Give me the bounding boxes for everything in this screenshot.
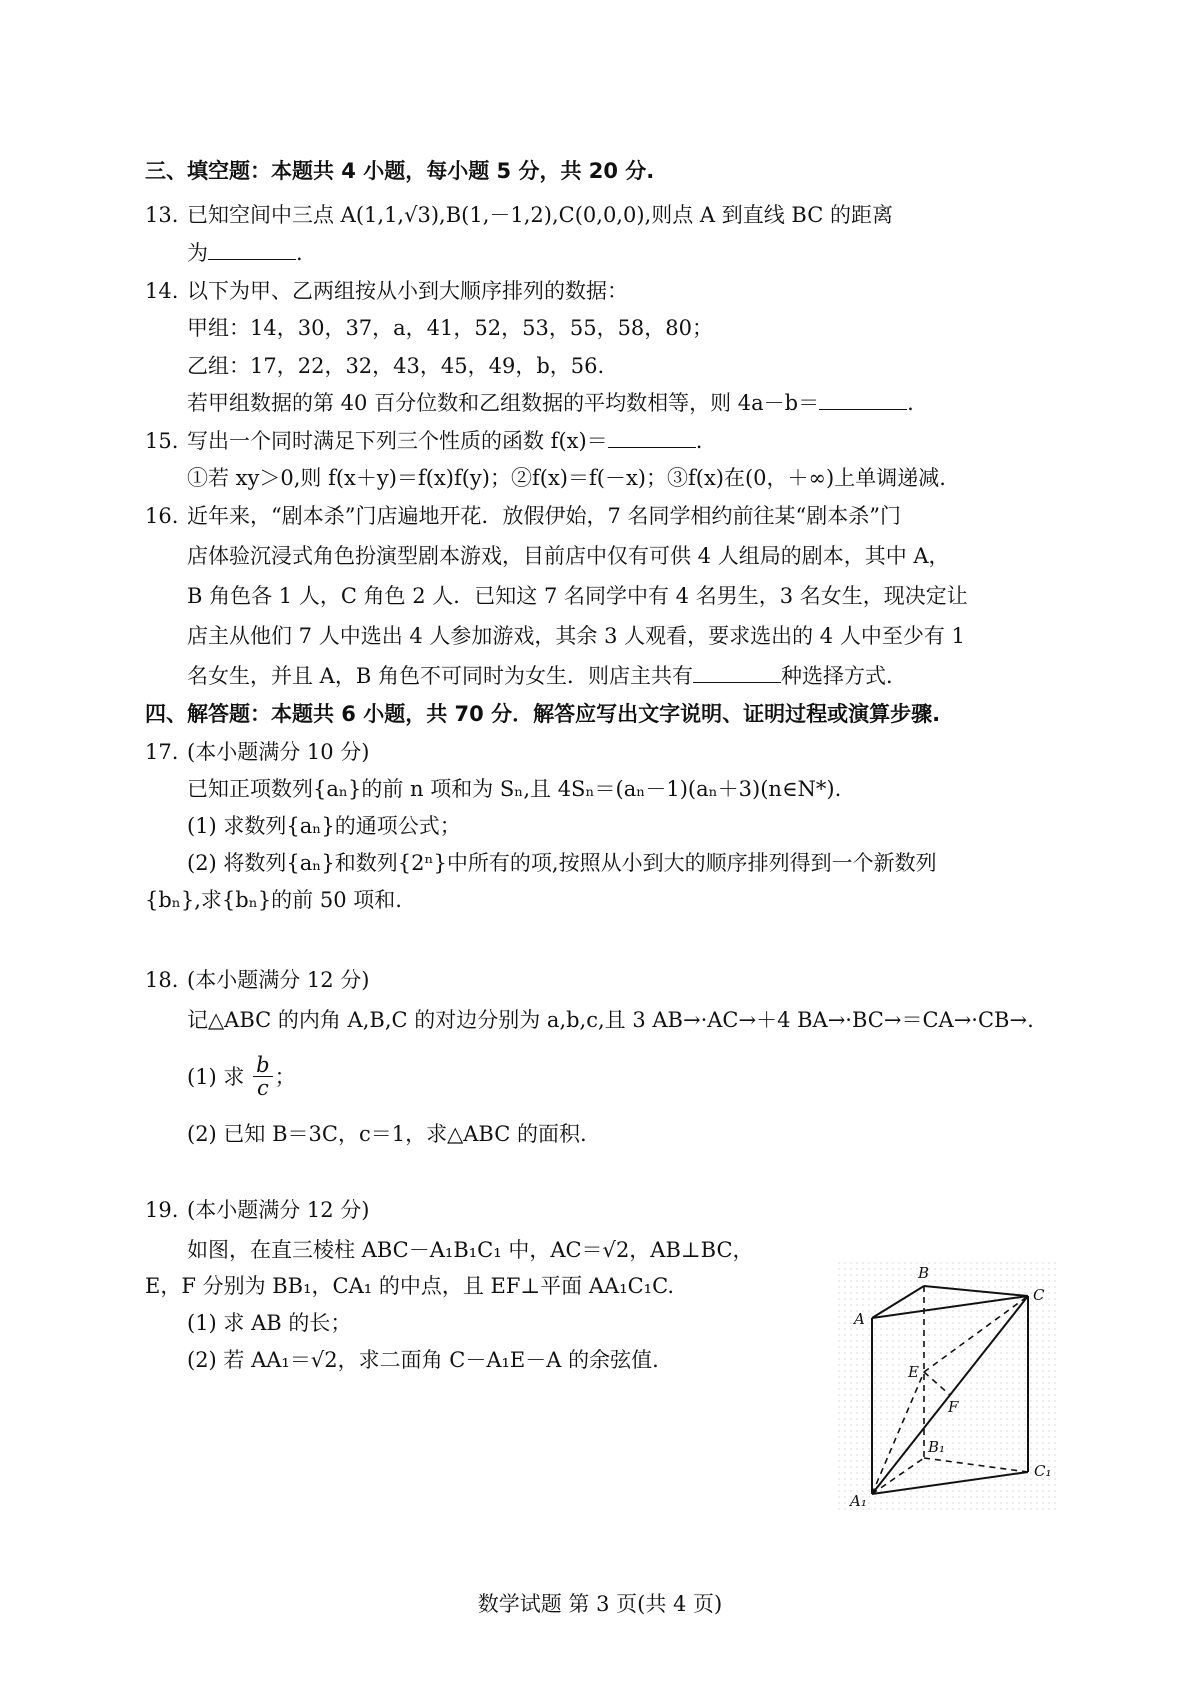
- q17-header: (本小题满分 10 分): [187, 740, 370, 764]
- q18-part-1: [187, 1053, 296, 1101]
- q19-number: 19.: [145, 1198, 179, 1222]
- prism-figure: [838, 1262, 1060, 1510]
- q17-part-2: (2) 将数列{aₙ}和数列{2ⁿ}中所有的项,按照从小到大的顺序排列得到一个新数列: [187, 851, 937, 875]
- q18-part-1-prefix: (1) 求: [187, 1065, 245, 1089]
- q18-header: (本小题满分 12 分): [187, 968, 370, 992]
- q16-line-3: B 角色各 1 人，C 角色 2 人．已知这 7 名同学中有 4 名男生，3 名女生，现决定让: [187, 584, 968, 608]
- q13-prefix: 为: [187, 241, 208, 265]
- q19-stem-1: 如图，在直三棱柱 ABC－A₁B₁C₁ 中，AC＝√2，AB⊥BC，: [187, 1238, 754, 1262]
- q18-number: 18.: [145, 968, 179, 992]
- q15-prefix: 写出一个同时满足下列三个性质的函数 f(x)＝: [187, 429, 608, 453]
- q13-number: 13.: [145, 203, 179, 227]
- q18-fraction-denominator: c: [256, 1076, 269, 1100]
- q17-part-2-cont: {bₙ},求{bₙ}的前 50 项和.: [145, 888, 402, 912]
- page-footer: 数学试题 第 3 页(共 4 页): [477, 1592, 723, 1616]
- q16-number: 16.: [145, 504, 179, 528]
- label-C: C: [1033, 1286, 1045, 1304]
- section-3-title: 三、填空题：本题共 4 小题，每小题 5 分，共 20 分.: [145, 159, 655, 183]
- q14-number: 14.: [145, 279, 179, 303]
- q18-fraction-numerator: b: [253, 1054, 272, 1077]
- label-F: F: [948, 1398, 959, 1416]
- q19-part-1: (1) 求 AB 的长；: [187, 1311, 352, 1335]
- q17-part-1: (1) 求数列{aₙ}的通项公式；: [187, 814, 461, 838]
- q13-line-1: 已知空间中三点 A(1,1,√3),B(1,－1,2),C(0,0,0),则点 A 到直线 BC 的距离: [187, 203, 893, 227]
- q13-answer-blank: [208, 258, 296, 260]
- q15-answer-blank: [608, 446, 696, 448]
- q14-suffix: .: [907, 391, 914, 415]
- label-E: E: [908, 1363, 919, 1381]
- q14-group-jia: 甲组：14，30，37，a，41，52，53，55，58，80；: [187, 316, 714, 340]
- q17-number: 17.: [145, 740, 179, 764]
- q19-header: (本小题满分 12 分): [187, 1198, 370, 1222]
- q15-line-1: [187, 431, 702, 452]
- q18-part-1-suffix: ；: [274, 1065, 296, 1089]
- q16-line-5: [187, 666, 907, 687]
- q15-properties: ①若 xy＞0,则 f(x＋y)＝f(x)f(y)；②f(x)＝f(－x)；③f(x)在(0，＋∞)上单调递减.: [187, 466, 946, 490]
- q14-prefix: 若甲组数据的第 40 百分位数和乙组数据的平均数相等，则 4a－b＝: [187, 391, 820, 415]
- q13-line-2: [187, 243, 303, 264]
- q15-suffix: .: [695, 429, 703, 453]
- q16-suffix: 种选择方式．: [780, 664, 907, 688]
- q18-stem: 记△ABC 的内角 A,B,C 的对边分别为 a,b,c,且 3 AB→·AC→＋4 BA→·BC→＝CA→·CB→.: [187, 1008, 1034, 1032]
- label-A1: A₁: [850, 1492, 867, 1510]
- q13-suffix: .: [296, 241, 303, 265]
- label-B: B: [918, 1264, 930, 1282]
- q16-line-2: 店体验沉浸式角色扮演型剧本游戏，目前店中仅有可供 4 人组局的剧本，其中 A，: [187, 544, 950, 568]
- q15-number: 15.: [145, 429, 179, 453]
- q16-answer-blank: [693, 681, 781, 683]
- label-C1: C₁: [1034, 1462, 1052, 1480]
- q16-line-4: 店主从他们 7 人中选出 4 人参加游戏，其余 3 人观看，要求选出的 4 人中至少有 1: [187, 624, 965, 648]
- label-A: A: [854, 1310, 865, 1328]
- label-B1: B₁: [928, 1438, 946, 1456]
- q14-group-yi: 乙组：17，22，32，43，45，49，b，56.: [187, 354, 605, 378]
- q14-line-4: [187, 393, 914, 414]
- q17-stem: 已知正项数列{aₙ}的前 n 项和为 Sₙ,且 4Sₙ＝(aₙ－1)(aₙ＋3)(n∈N*).: [187, 777, 842, 801]
- q19-stem-2: E，F 分别为 BB₁，CA₁ 的中点，且 EF⊥平面 AA₁C₁C.: [145, 1274, 675, 1298]
- q16-line-1: 近年来，“剧本杀”门店遍地开花．放假伊始，7 名同学相约前往某“剧本杀”门: [187, 504, 901, 528]
- q18-fraction: [253, 1054, 272, 1099]
- section-4-title: 四、解答题：本题共 6 小题，共 70 分．解答应写出文字说明、证明过程或演算步骤.: [145, 702, 941, 726]
- q18-part-2: (2) 已知 B＝3C，c＝1，求△ABC 的面积.: [187, 1122, 587, 1146]
- q19-part-2: (2) 若 AA₁＝√2，求二面角 C－A₁E－A 的余弦值.: [187, 1348, 659, 1372]
- q14-line-1: 以下为甲、乙两组按从小到大顺序排列的数据：: [187, 279, 628, 303]
- q14-answer-blank: [819, 408, 907, 410]
- q16-prefix: 名女生，并且 A，B 角色不可同时为女生．则店主共有: [187, 664, 693, 688]
